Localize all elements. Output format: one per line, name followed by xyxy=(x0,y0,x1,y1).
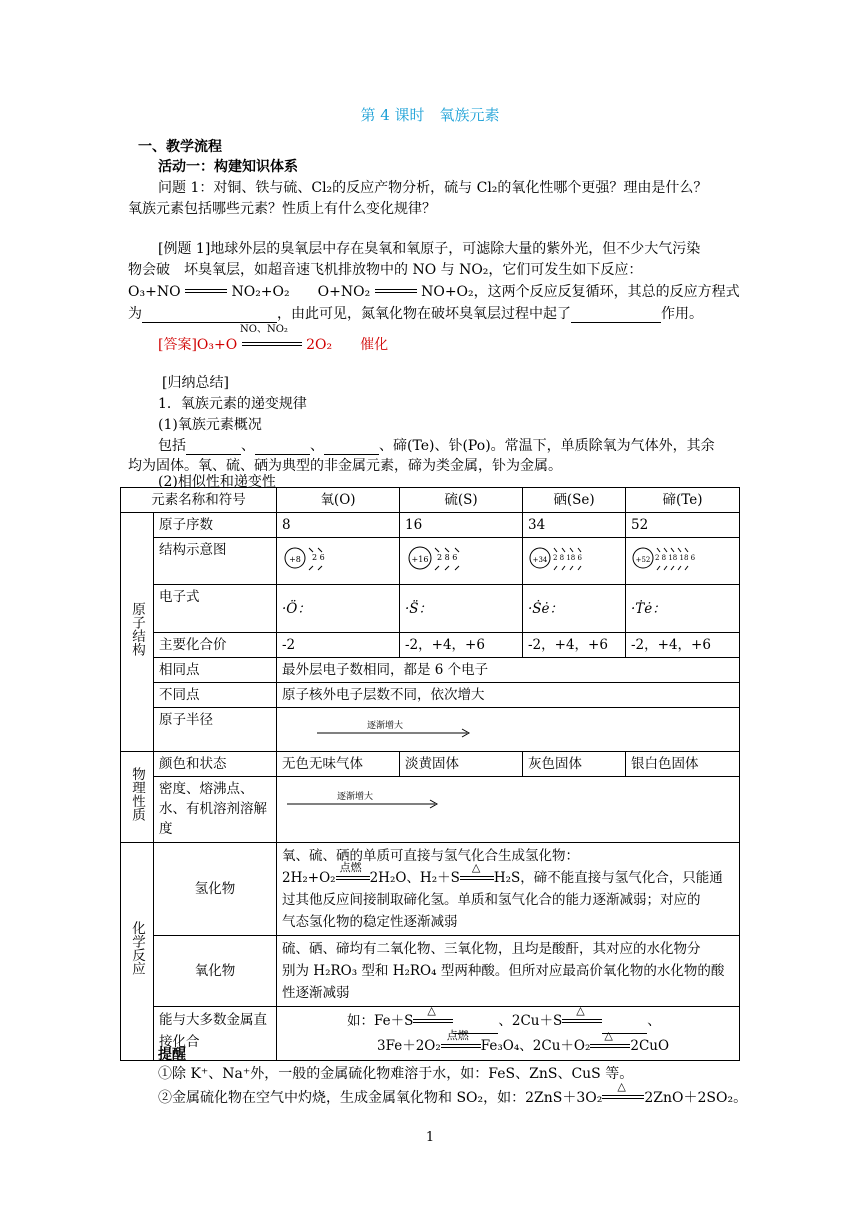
cell: 无色无味气体 xyxy=(277,752,400,777)
question-line-1: 问题 1：对铜、铁与硫、Cl₂的反应产物分析，硫与 Cl₂的氧化性哪个更强？理由是什么？ xyxy=(158,180,708,196)
electron-formula: ·Ö： xyxy=(277,585,400,633)
section-heading: 一、教学流程 xyxy=(138,139,222,155)
svg-text:+8: +8 xyxy=(289,555,301,564)
electron-formula: ·S̈： xyxy=(400,585,523,633)
cell: -2，+4，+6 xyxy=(626,633,740,658)
eq-part: NO₂+O₂ O+NO₂ xyxy=(231,284,371,300)
text: ，由此可见，氮氧化物在破坏臭氧层过程中起了 xyxy=(277,306,571,322)
summary-1-2 xyxy=(158,435,715,455)
svg-text:+52: +52 xyxy=(635,556,651,564)
text: 作用。 xyxy=(661,306,703,322)
atom-structure-icon xyxy=(405,540,485,576)
text: 2ZnO＋2SO₂。 xyxy=(644,1090,748,1106)
page-title: 第 4 课时 氧族元素 xyxy=(360,106,500,124)
text: 硫、硒、碲均有二氧化物、三氧化物，且均是酸酐，其对应的水化物分 xyxy=(282,941,701,957)
tip-2 xyxy=(158,1080,748,1107)
condition-sign: 点燃 xyxy=(336,867,370,881)
answer-line xyxy=(158,334,388,354)
condition-sign: △ xyxy=(562,1009,602,1023)
row-label: 电子式 xyxy=(154,585,277,633)
row-label: 相同点 xyxy=(154,658,277,683)
row-label: 主要化合价 xyxy=(154,633,277,658)
blank xyxy=(186,438,241,455)
blank xyxy=(571,306,661,323)
svg-text:2 8 6: 2 8 6 xyxy=(437,553,458,562)
page-number: 1 xyxy=(425,1130,435,1145)
cell xyxy=(277,1004,740,1061)
tip-1: ①除 K⁺、Na⁺外，一般的金属硫化物难溶于水，如：FeS、ZnS、CuS 等。 xyxy=(158,1066,634,1082)
row-label: 结构示意图 xyxy=(154,538,277,585)
cell xyxy=(277,843,740,936)
row-label: 能与大多数金属直接化合 xyxy=(154,1007,277,1061)
electron-formula: ·Ṡė： xyxy=(523,585,626,633)
cell: 8 xyxy=(277,513,400,538)
condition-sign: △ xyxy=(460,867,494,881)
summary-1: 1．氧族元素的递变规律 xyxy=(158,396,307,412)
atom-diagram xyxy=(277,538,400,585)
header-cell: 碲(Te) xyxy=(626,488,740,513)
question-line-2: 氧族元素包括哪些元素？性质上有什么变化规律？ xyxy=(128,201,436,217)
answer-product: 2O₂ 催化 xyxy=(306,337,389,353)
trend-cell xyxy=(277,708,740,752)
row-label: 原子序数 xyxy=(154,513,277,538)
atom-structure-icon xyxy=(282,540,352,576)
row-label: 原子半径 xyxy=(154,708,277,752)
equation-line xyxy=(282,861,734,889)
text: 如：Fe＋S xyxy=(347,1013,414,1029)
condition-sign: △ xyxy=(413,1009,453,1023)
atom-structure-icon xyxy=(528,540,608,576)
row-label: 颜色和状态 xyxy=(154,752,277,777)
example-line-3 xyxy=(128,281,740,301)
activity-heading: 活动一：构建知识体系 xyxy=(158,159,298,175)
text: 、 xyxy=(241,438,255,454)
example-line-2: 物会破 坏臭氧层，如超音速飞机排放物中的 NO 与 NO₂，它们可发生如下反应： xyxy=(128,262,643,278)
equals-sign xyxy=(185,287,227,297)
svg-text:2 8 18 6: 2 8 18 6 xyxy=(553,554,582,562)
text: 过其他反应间接制取碲化氢。单质和氢气化合的能力逐渐减弱；对应的 xyxy=(282,892,701,908)
answer-label: [答案]O₃+O xyxy=(158,337,238,353)
text: 、 xyxy=(310,438,324,454)
header-cell: 元素名称和符号 xyxy=(121,488,277,513)
row-label: 氢化物 xyxy=(154,843,277,936)
electron-formula: ·Ṫė： xyxy=(626,585,740,633)
cell: 最外层电子数相同，都是 6 个电子 xyxy=(277,658,740,683)
text: 氧、硫、硒的单质可直接与氢气化合生成氢化物： xyxy=(282,848,579,864)
group-physical: 物理性质 xyxy=(121,752,154,843)
example-line-4 xyxy=(128,303,703,323)
tip-heading: 提醒 xyxy=(158,1047,186,1063)
text: 2H₂+O₂ xyxy=(282,870,336,886)
properties-table xyxy=(120,487,740,1061)
group-chemical: 化学反应 xyxy=(121,843,154,1061)
cell: 灰色固体 xyxy=(523,752,626,777)
row-label: 不同点 xyxy=(154,683,277,708)
trend-label: 逐渐增大 xyxy=(367,721,404,731)
text: 性逐渐减弱 xyxy=(282,985,350,1001)
atom-structure-icon xyxy=(631,540,721,576)
text: 为 xyxy=(128,306,142,322)
cell: 原子核外电子层数不同，依次增大 xyxy=(277,683,740,708)
text: ②金属硫化物在空气中灼烧，生成金属氧化物和 SO₂，如：2ZnS＋3O₂ xyxy=(158,1090,603,1106)
summary-label: [归纳总结] xyxy=(162,375,229,391)
cell: 52 xyxy=(626,513,740,538)
text: Fe₃O₄、2Cu＋O₂ xyxy=(480,1038,591,1054)
text: 气态氢化物的稳定性逐渐减弱 xyxy=(282,914,458,930)
summary-1-1: (1)氧族元素概况 xyxy=(158,417,262,433)
eq-part: O₃+NO xyxy=(128,284,181,300)
blank xyxy=(324,438,379,455)
equals-sign xyxy=(375,287,417,297)
cell xyxy=(277,936,740,1007)
condition-sign: 点燃 xyxy=(441,1034,481,1048)
cell: 银白色固体 xyxy=(626,752,740,777)
trend-label: 逐渐增大 xyxy=(337,792,374,802)
svg-text:2 8 18 18 6: 2 8 18 18 6 xyxy=(655,554,696,562)
row-label: 密度、熔沸点、水、有机溶剂溶解度 xyxy=(154,777,277,843)
text: 包括 xyxy=(158,438,186,454)
text: 、2Cu＋S xyxy=(498,1013,563,1029)
header-cell: 硫(S) xyxy=(400,488,523,513)
equals-sign xyxy=(242,340,302,350)
summary-1-4: (2)相似性和递变性 xyxy=(158,474,276,490)
atom-diagram xyxy=(523,538,626,585)
row-label: 氧化物 xyxy=(154,936,277,1007)
text: 3Fe＋2O₂ xyxy=(377,1038,441,1054)
text: H₂S，碲不能直接与氢气化合，只能通 xyxy=(493,870,723,886)
svg-text:+34: +34 xyxy=(532,556,548,564)
trend-cell xyxy=(277,777,740,843)
text: 2H₂O、H₂＋S xyxy=(369,870,460,886)
atom-diagram xyxy=(400,538,523,585)
cell: -2 xyxy=(277,633,400,658)
text: 2CuO xyxy=(630,1038,670,1054)
text: 、碲(Te)、钋(Po)。常温下，单质除氧为气体外，其余 xyxy=(379,438,715,454)
answer-condition: NO、NO₂ xyxy=(240,324,288,335)
text: 、 xyxy=(647,1013,661,1029)
header-cell: 硒(Se) xyxy=(523,488,626,513)
cell: -2，+4，+6 xyxy=(523,633,626,658)
cell: 16 xyxy=(400,513,523,538)
eq-part: NO+O₂，这两个反应反复循环，其总的反应方程式 xyxy=(421,284,740,300)
condition-sign: △ xyxy=(590,1034,630,1048)
cell: 淡黄固体 xyxy=(400,752,523,777)
summary-1-3: 均为固体。氧、硫、硒为典型的非金属元素，碲为类金属，钋为金属。 xyxy=(128,458,562,474)
arrow-right-icon xyxy=(287,799,447,809)
example-line-1: [例题 1]地球外层的臭氧层中存在臭氧和氧原子，可滤除大量的紫外光，但不少大气污染 xyxy=(158,241,701,257)
svg-text:+16: +16 xyxy=(411,555,429,564)
text: 别为 H₂RO₃ 型和 H₂RO₄ 型两种酸。但所对应最高价氧化物的水化物的酸 xyxy=(282,963,725,979)
arrow-right-icon xyxy=(317,728,477,738)
atom-diagram xyxy=(626,538,740,585)
group-atomic-structure: 原子结构 xyxy=(121,513,154,752)
blank xyxy=(255,438,310,455)
cell: 34 xyxy=(523,513,626,538)
cell: -2，+4，+6 xyxy=(400,633,523,658)
header-cell: 氧(O) xyxy=(277,488,400,513)
condition-sign: △ xyxy=(602,1090,644,1104)
svg-text:2 6: 2 6 xyxy=(312,553,325,562)
